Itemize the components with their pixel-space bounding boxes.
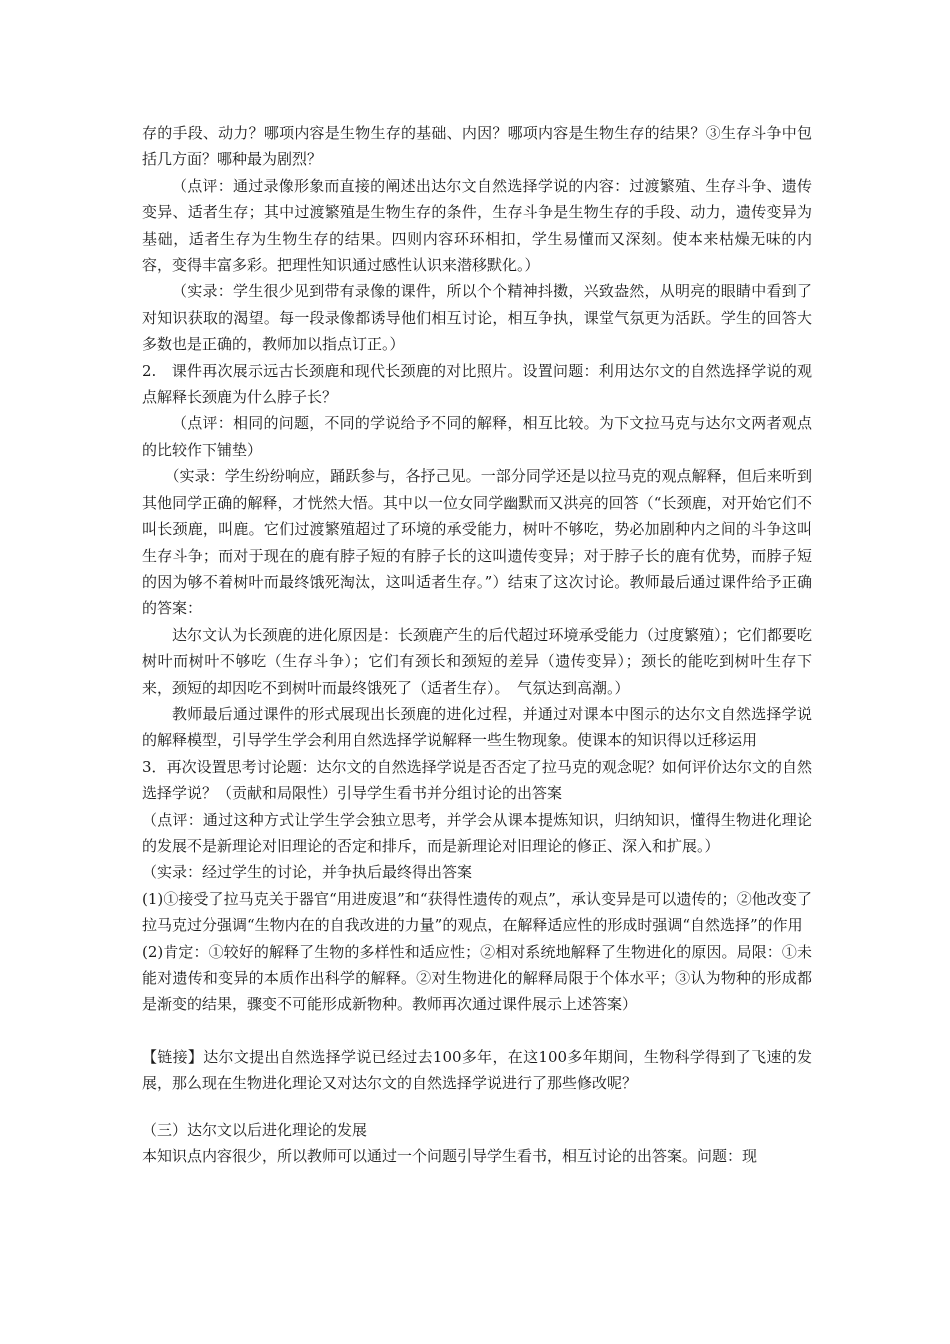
paragraph-teacher-summary: 教师最后通过课件的形式展现出长颈鹿的进化过程，并通过对课本中图示的达尔文自然选择学说的解释模型，引导学生学会利用自然选择学说解释一些生物现象。使课本的知识得以迁移运用: [142, 704, 812, 750]
paragraph-question-tail: 存的手段、动力？哪项内容是生物生存的基础、内因？哪项内容是生物生存的结果？③生存斗争中包括几方面？哪种最为剧烈？: [142, 124, 812, 169]
section-heading-3: （三）达尔文以后进化理论的发展: [142, 1120, 368, 1139]
paragraph-record-1: （实录：学生很少见到带有录像的课件，所以个个精神抖擞，兴致盎然，从明亮的眼睛中看到了对知识获取的渴望。每一段录像都诱导他们相互讨论，相互争执，课堂气氛更为活跃。学生的回答大多数也是正确的，教师加以指点订正。）: [142, 282, 812, 354]
paragraph-record-3: （实录：经过学生的讨论，并争执后最终得出答案: [142, 863, 473, 882]
paragraph-item-2: 2. 课件再次展示远古长颈鹿和现代长颈鹿的对比照片。设置问题：利用达尔文的自然选择学说的观点解释长颈鹿为什么脖子长？: [142, 361, 812, 407]
paragraph-item-3: 3．再次设置思考讨论题：达尔文的自然选择学说是否否定了拉马克的观念呢？如何评价达尔文的自然选择学说？（贡献和局限性）引导学生看书并分组讨论的出答案: [142, 757, 812, 803]
paragraph-answer-1: (1)①接受了拉马克关于器官“用进废退”和“获得性遗传的观点”，承认变异是可以遗传的；②他改变了拉马克过分强调“生物内在的自我改进的力量”的观点，在解释适应性的形成时强调“自然选择”的作用: [142, 889, 812, 935]
paragraph-comment-3: （点评：通过这种方式让学生学会独立思考，并学会从课本提炼知识，归纳知识，懂得生物进化理论的发展不是新理论对旧理论的否定和排斥，而是新理论对旧理论的修正、深入和扩展。）: [142, 810, 812, 855]
paragraph-answer-giraffe: 达尔文认为长颈鹿的进化原因是：长颈鹿产生的后代超过环境承受能力（过度繁殖）；它们都要吃树叶而树叶不够吃（生存斗争）；它们有颈长和颈短的差异（遗传变异）；颈长的能吃到树叶生存下来，颈短的却因吃不到树叶而最终饿死了（适者生存）。 气氛达到高潮。）: [142, 625, 812, 697]
document-page: [142, 120, 812, 1169]
paragraph-section-3-intro: 本知识点内容很少，所以教师可以通过一个问题引导学生看书，相互讨论的出答案。问题：现: [142, 1147, 758, 1166]
paragraph-answer-2: (2)肯定：①较好的解释了生物的多样性和适应性；②相对系统地解释了生物进化的原因。局限：①未能对遗传和变异的本质作出科学的解释。②对生物进化的解释局限于个体水平；③认为物种的形成都是渐变的结果，骤变不可能形成新物种。教师再次通过课件展示上述答案）: [142, 942, 812, 1014]
paragraph-link: 【链接】达尔文提出自然选择学说已经过去100多年，在这100多年期间，生物科学得到了飞速的发展，那么现在生物进化理论又对达尔文的自然选择学说进行了那些修改呢？: [142, 1047, 812, 1093]
paragraph-comment-2: （点评：相同的问题，不同的学说给予不同的解释，相互比较。为下文拉马克与达尔文两者观点的比较作下铺垫）: [142, 414, 812, 459]
paragraph-record-2: （实录：学生纷纷响应，踊跃参与，各抒己见。一部分同学还是以拉马克的观点解释，但后来听到其他同学正确的解释，才恍然大悟。其中以一位女同学幽默而又洪亮的回答（“长颈鹿，对开始它们不叫长颈鹿，叫鹿。它们过渡繁殖超过了环境的承受能力，树叶不够吃，势必加剧种内之间的斗争这叫生存斗争；而对于现在的鹿有脖子短的有脖子长的这叫遗传变异；对于脖子长的鹿有优势，而脖子短的因为够不着树叶而最终饿死淘汰，这叫适者生存。”）结束了这次讨论。教师最后通过课件给予正确的答案：: [142, 467, 812, 618]
paragraph-spacer: [142, 1018, 812, 1044]
paragraph-comment-1: （点评：通过录像形象而直接的阐述出达尔文自然选择学说的内容：过渡繁殖、生存斗争、遗传变异、适者生存；其中过渡繁殖是生物生存的条件，生存斗争是生物生存的手段、动力，遗传变异为基础，适者生存为生物生存的结果。四则内容环环相扣，学生易懂而又深刻。使本来枯燥无味的内容，变得丰富多彩。把理性知识通过感性认识来潜移默化。）: [142, 176, 812, 275]
paragraph-spacer: [142, 1097, 812, 1117]
